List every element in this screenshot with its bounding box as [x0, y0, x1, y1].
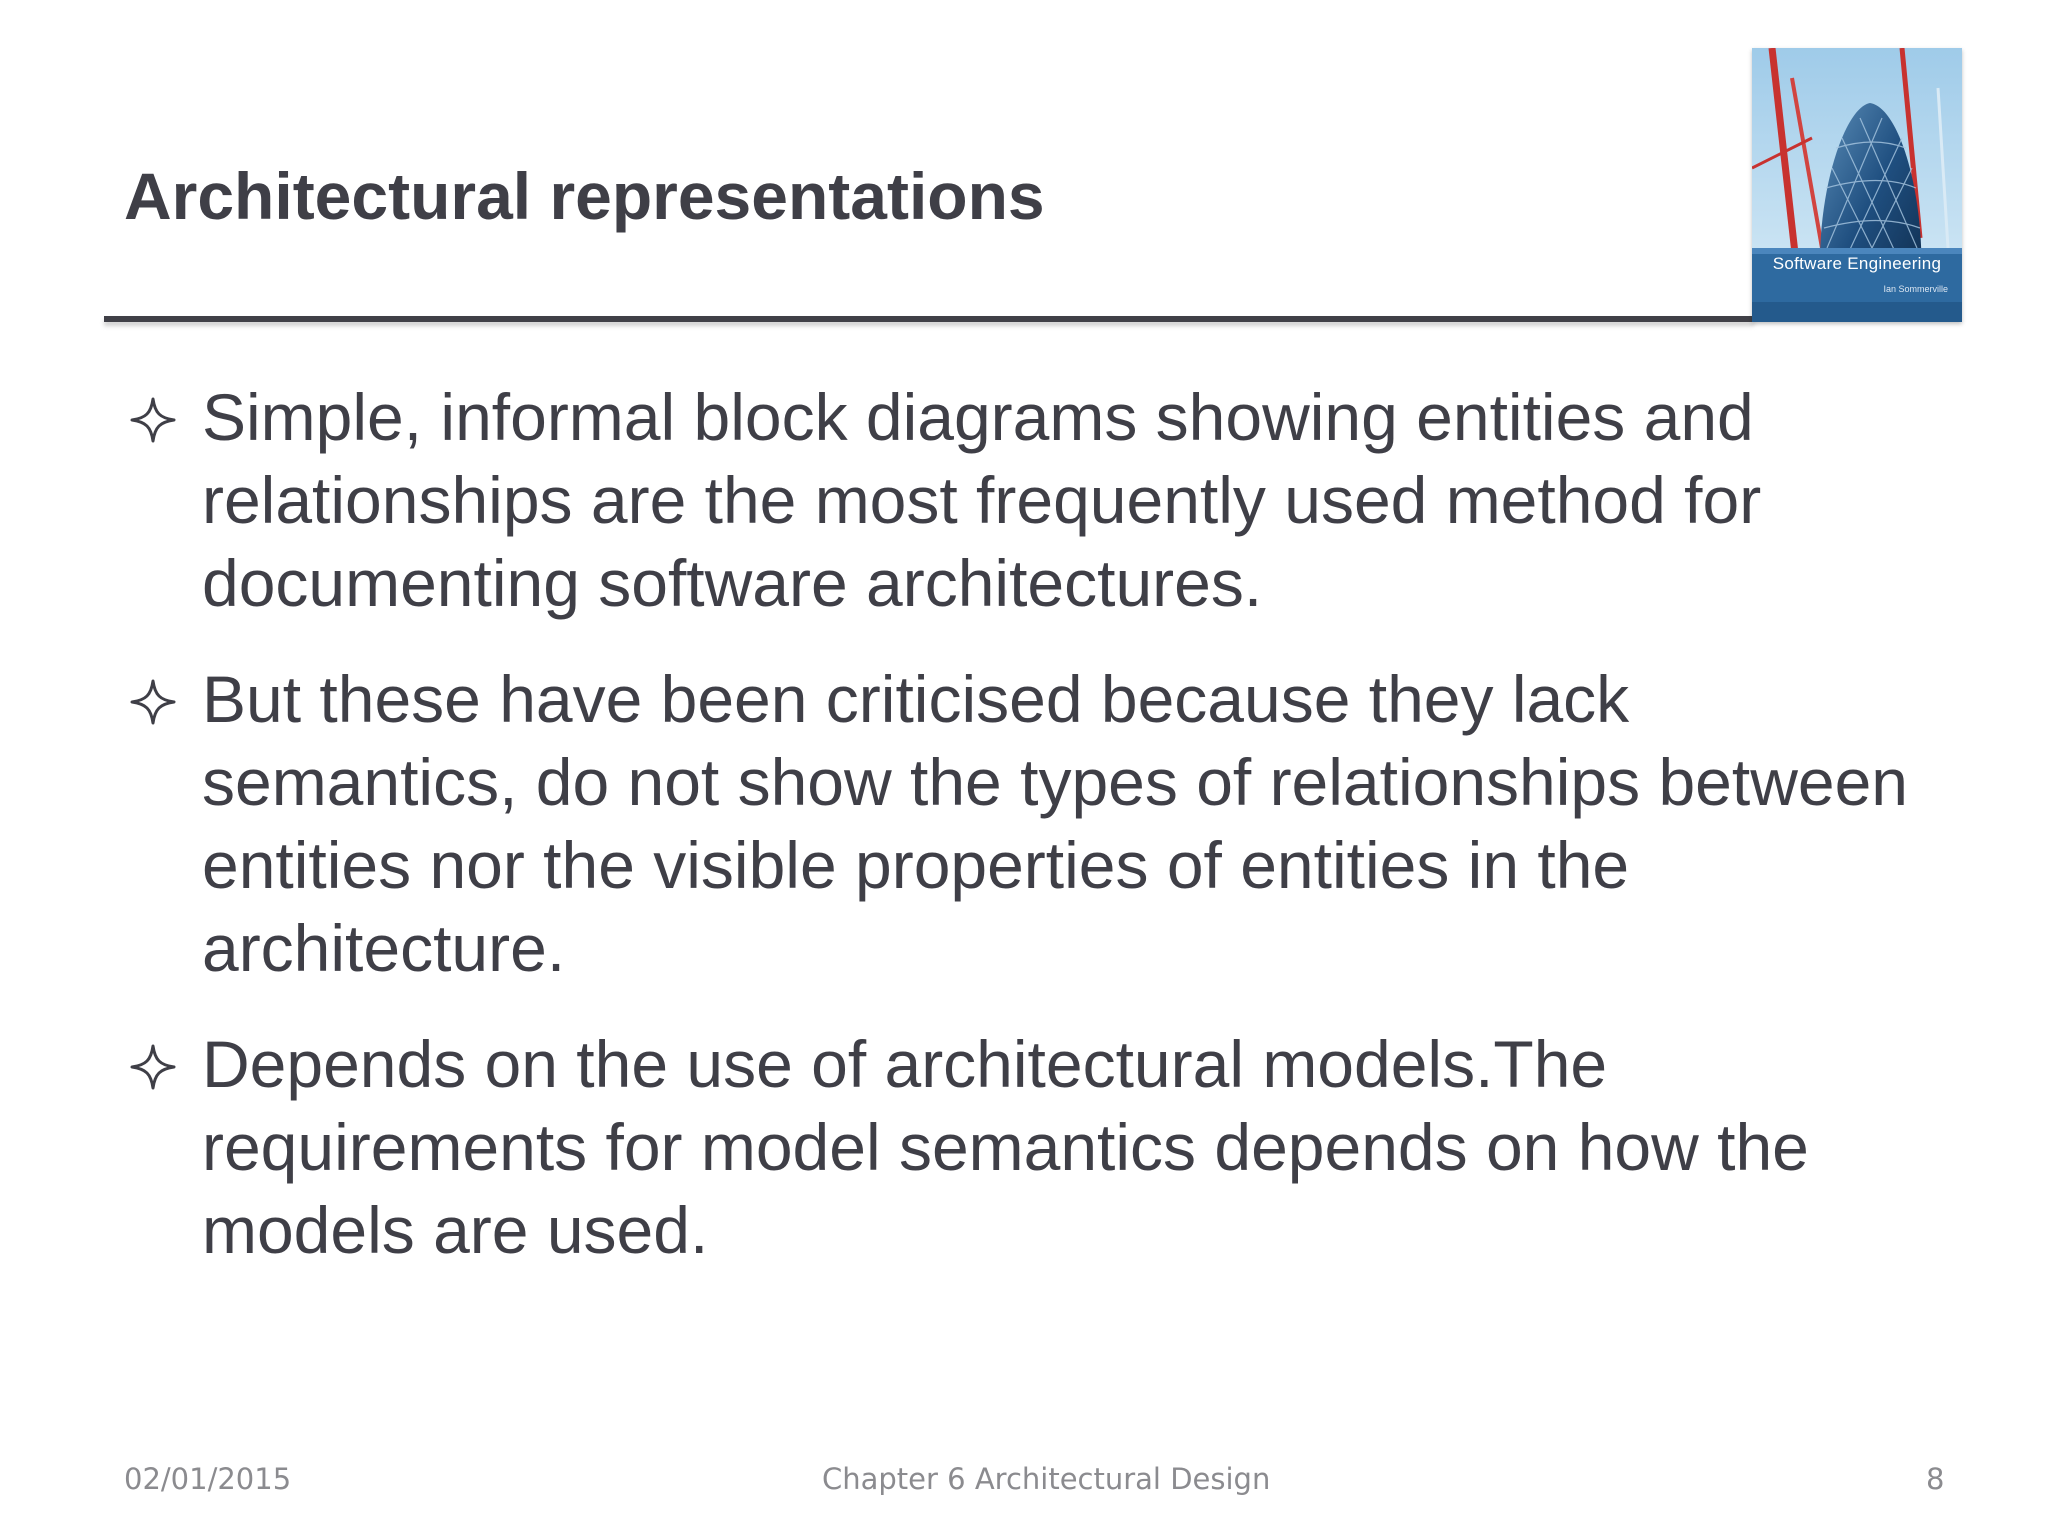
bullet-text: Depends on the use of architectural models.The requirements for model semantics depends on how the models are used.	[202, 1027, 1809, 1267]
slide-title: Architectural representations	[124, 159, 1045, 233]
footer-chapter-title: Chapter 6 Architectural Design	[822, 1462, 1271, 1496]
bullet-text: Simple, informal block diagrams showing entities and relationships are the most frequently used method for documenting software architectures.	[202, 380, 1762, 620]
bullet-item	[124, 658, 1924, 990]
bullet-list	[124, 376, 1924, 1305]
cover-title: Software Engineering	[1772, 254, 1942, 273]
four-point-star-outline-icon	[130, 679, 176, 725]
four-point-star-outline-icon	[130, 397, 176, 443]
book-cover-image	[1752, 48, 1962, 322]
bullet-item	[124, 376, 1924, 625]
footer-date: 02/01/2015	[124, 1462, 292, 1496]
footer-page-number: 8	[1926, 1462, 1945, 1496]
four-point-star-outline-icon	[130, 1044, 176, 1090]
bullet-item	[124, 1023, 1924, 1272]
title-divider	[104, 316, 1754, 322]
cover-illustration	[1752, 48, 1962, 322]
cover-author: Ian Sommerville	[1883, 284, 1948, 294]
bullet-text: But these have been criticised because they lack semantics, do not show the types of relationships between entities nor the visible properties of entities in the architecture.	[202, 662, 1908, 985]
